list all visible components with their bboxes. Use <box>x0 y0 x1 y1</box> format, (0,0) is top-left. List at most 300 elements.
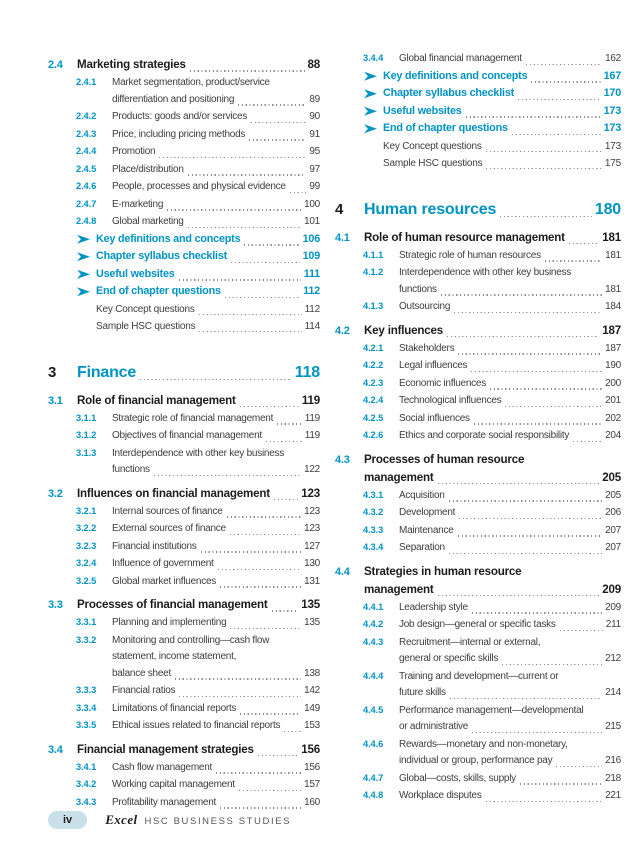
entry-last-line <box>399 411 621 428</box>
toc-column-right <box>335 50 621 854</box>
entry-body <box>96 283 320 301</box>
entry-title: Chapter syllabus checklist <box>383 87 515 99</box>
brand-series-title: HSC BUSINESS STUDIES <box>144 816 292 827</box>
toc-entry <box>77 266 320 284</box>
entry-body <box>112 446 320 479</box>
page-number: 205 <box>605 489 621 501</box>
entry-title: Useful websites <box>96 267 175 280</box>
entry-last-line <box>112 760 320 777</box>
entry-title: Stakeholders <box>399 342 455 354</box>
entry-last-line <box>112 462 320 479</box>
toc-entry <box>77 231 320 249</box>
book-brand <box>105 812 291 828</box>
entry-last-line <box>399 248 621 265</box>
entry-last-line <box>112 574 320 591</box>
entry-last-line <box>77 485 320 503</box>
entry-last-line <box>96 301 320 318</box>
dot-leader <box>471 371 602 372</box>
entry-body <box>383 103 621 121</box>
entry-body <box>96 318 320 335</box>
entry-title: Sample HSC questions <box>96 320 196 332</box>
arrow-bullet-icon <box>77 235 90 244</box>
page-number: 89 <box>309 93 320 105</box>
toc-entry <box>76 555 320 573</box>
toc-entry <box>76 614 320 632</box>
entry-last-line <box>77 741 320 759</box>
entry-number: 2.4 <box>48 59 63 71</box>
page-number: 221 <box>605 790 621 801</box>
toc-entry <box>76 161 320 179</box>
entry-body <box>112 214 320 231</box>
dot-leader <box>441 294 602 295</box>
entry-title: Limitations of financial reports <box>112 702 237 714</box>
entry-title: or administrative <box>399 721 469 732</box>
entry-title: Global marketing <box>112 216 184 227</box>
dot-leader <box>240 713 301 714</box>
entry-title: External sources of finance <box>112 523 226 534</box>
toc-entry <box>363 50 621 68</box>
dot-leader <box>266 441 302 442</box>
entry-last-line <box>112 718 320 735</box>
toc-entry <box>363 736 621 770</box>
toc-entry <box>76 794 320 812</box>
toc-entry <box>335 229 621 247</box>
entry-body <box>364 563 621 599</box>
entry-title: Separation <box>399 542 445 553</box>
dot-leader <box>216 772 301 773</box>
entry-last-line <box>399 600 621 617</box>
toc-entry <box>76 573 320 591</box>
entry-last-line <box>364 581 621 599</box>
entry-body <box>112 718 320 735</box>
entry-title: Technological influences <box>399 395 502 406</box>
dot-leader <box>274 499 298 500</box>
page-number: 123 <box>304 505 320 517</box>
toc-entry <box>48 361 320 384</box>
toc-entry <box>48 392 320 410</box>
page-number: 112 <box>303 285 320 297</box>
entry-title: Internal sources of finance <box>112 505 223 517</box>
entry-title: Global financial management <box>399 53 522 64</box>
dot-leader <box>230 628 301 629</box>
page-number: 95 <box>309 146 320 157</box>
folio-page-number: iv <box>63 814 73 826</box>
entry-body <box>112 701 320 718</box>
page-number: 187 <box>602 323 621 337</box>
entry-title: E-marketing <box>112 198 164 210</box>
page-number: 207 <box>605 524 621 536</box>
page-number: 123 <box>304 523 320 534</box>
entry-title: Key definitions and concepts <box>383 69 528 82</box>
dot-leader <box>154 475 301 476</box>
entry-last-line <box>96 266 320 284</box>
entry-body <box>364 229 621 247</box>
arrow-bullet-icon <box>364 72 377 81</box>
entry-last-line <box>112 777 320 794</box>
entry-body <box>112 521 320 538</box>
toc-entry <box>363 522 621 540</box>
entry-body <box>383 120 621 138</box>
page-number: 209 <box>605 601 621 613</box>
entry-body <box>399 248 621 265</box>
toc-entry <box>363 410 621 428</box>
entry-last-line <box>112 556 320 573</box>
entry-last-line <box>364 229 621 247</box>
entry-body <box>383 138 621 155</box>
page-number: 119 <box>304 412 320 424</box>
page-number: 173 <box>603 104 621 117</box>
entry-last-line <box>399 771 621 788</box>
entry-last-line <box>399 428 621 445</box>
entry-body <box>112 162 320 179</box>
dot-leader <box>220 586 301 587</box>
entry-title: differentiation and positioning <box>112 93 235 105</box>
dot-leader <box>531 81 600 82</box>
toc-entry <box>335 451 621 487</box>
dot-leader <box>284 731 301 732</box>
entry-title: Workplace disputes <box>399 790 482 801</box>
dot-leader <box>438 595 600 596</box>
dot-leader <box>201 551 302 552</box>
page-number: 202 <box>605 412 621 424</box>
entry-last-line <box>399 753 621 770</box>
entry-body <box>399 771 621 788</box>
page-number: 127 <box>304 540 320 552</box>
entry-title: functions <box>112 464 150 475</box>
entry-title: Marketing strategies <box>77 58 186 71</box>
page-number: 214 <box>605 687 621 698</box>
entry-title-line: Recruitment—internal or external, <box>399 636 541 648</box>
entry-number: 3.2.5 <box>76 575 97 586</box>
entry-body <box>112 109 320 126</box>
entry-title: Role of human resource management <box>364 230 565 244</box>
arrow-bullet-icon <box>77 252 90 261</box>
page-number: 97 <box>309 163 320 175</box>
toc-entry <box>76 143 320 161</box>
entry-last-line <box>112 92 320 109</box>
entry-number: 3.1.1 <box>76 412 97 423</box>
dot-leader <box>450 698 602 699</box>
page-number: 215 <box>605 721 621 732</box>
dot-leader <box>502 664 602 665</box>
entry-number: 2.4.8 <box>76 216 97 226</box>
toc-entry <box>363 264 621 298</box>
entry-body <box>399 523 621 540</box>
dot-leader <box>218 569 302 570</box>
entry-body <box>399 411 621 428</box>
entry-number: 2.4.5 <box>76 163 97 174</box>
entry-number: 4.4.4 <box>363 670 384 681</box>
entry-last-line <box>399 299 621 316</box>
entry-last-line <box>112 683 320 700</box>
toc-entry <box>335 198 621 221</box>
toc-entry <box>76 213 320 231</box>
page-number: 114 <box>304 320 320 332</box>
page-number: 200 <box>605 377 621 389</box>
entry-title-line: Training and development—current or <box>399 670 559 682</box>
entry-body <box>399 703 621 736</box>
dot-leader <box>179 696 301 697</box>
entry-number: 4.2 <box>335 324 350 337</box>
entry-last-line <box>383 68 621 86</box>
page-number: 157 <box>304 779 320 790</box>
page-number: 88 <box>307 58 320 71</box>
entry-body <box>112 127 320 144</box>
dot-leader <box>167 209 301 210</box>
toc-entry <box>363 298 621 316</box>
toc-entry <box>364 103 621 121</box>
page-number: 119 <box>301 393 320 407</box>
toc-entry <box>96 318 320 335</box>
entry-number: 2.4.4 <box>76 146 97 156</box>
entry-body <box>399 669 621 702</box>
entry-number: 4 <box>335 200 344 218</box>
toc-entry <box>335 322 621 340</box>
entry-number: 3.4.1 <box>76 761 97 772</box>
entry-title-line: Strategies in human resource <box>364 564 522 578</box>
folio-page-number-badge <box>48 811 87 829</box>
page-number: 109 <box>302 250 320 262</box>
arrow-bullet-icon <box>364 124 377 133</box>
entry-last-line <box>399 719 621 736</box>
entry-number: 2.4.6 <box>76 181 97 191</box>
entry-body <box>112 574 320 591</box>
toc-entry <box>77 248 320 266</box>
entry-title: Development <box>399 507 456 518</box>
dot-leader <box>472 732 602 733</box>
entry-number: 4.2.2 <box>363 360 384 370</box>
entry-last-line <box>399 651 621 668</box>
page-number: 218 <box>605 772 621 784</box>
entry-title: individual or group, performance pay <box>399 755 553 766</box>
entry-last-line <box>112 795 320 812</box>
entry-last-line <box>383 138 621 155</box>
entry-title: Legal influences <box>399 360 468 371</box>
entry-last-line <box>112 162 320 179</box>
entry-last-line <box>96 248 320 266</box>
entry-number: 3.4 <box>48 743 63 756</box>
dot-leader <box>258 755 298 756</box>
entry-title-line: Interdependence with other key business <box>399 267 572 278</box>
entry-number: 4.4 <box>335 565 350 578</box>
entry-body <box>399 635 621 668</box>
entry-number: 4.4.1 <box>363 601 384 612</box>
page-number: 173 <box>604 140 621 152</box>
arrow-bullet-icon <box>77 287 90 296</box>
dot-leader <box>159 157 306 158</box>
dot-leader <box>466 116 601 117</box>
toc-entry <box>76 74 320 108</box>
entry-body <box>399 299 621 316</box>
page-number: 170 <box>603 87 621 99</box>
entry-title: Influence of government <box>112 558 214 569</box>
toc-entry <box>76 410 320 428</box>
entry-number: 2.4.7 <box>76 198 97 209</box>
entry-body <box>383 155 621 172</box>
entry-title: Financial institutions <box>112 540 197 552</box>
entry-last-line <box>77 56 320 74</box>
dot-leader <box>569 243 599 244</box>
dot-leader <box>227 516 302 517</box>
toc-entry <box>76 759 320 777</box>
page-number: 209 <box>602 582 621 596</box>
page-number: 187 <box>605 342 621 354</box>
entry-body <box>77 56 320 74</box>
page-number: 156 <box>301 742 320 756</box>
entry-number: 3.3.1 <box>76 617 97 627</box>
dot-leader <box>179 279 301 280</box>
entry-title-line: Processes of human resource <box>364 452 525 466</box>
entry-title: Global market influences <box>112 575 217 587</box>
dot-leader <box>220 807 301 808</box>
entry-body <box>112 504 320 521</box>
entry-number: 4.2.1 <box>363 342 384 353</box>
entry-body <box>399 341 621 358</box>
entry-number: 4.2.3 <box>363 377 384 388</box>
entry-last-line <box>112 615 320 632</box>
dot-leader <box>251 122 306 123</box>
entry-number: 3.4.2 <box>76 779 97 789</box>
entry-body <box>399 428 621 445</box>
page-number: 119 <box>304 430 320 441</box>
page-number: 162 <box>605 53 621 64</box>
entry-title: Influences on financial management <box>77 486 270 500</box>
brand-excel-logo-text: Excel <box>105 812 138 827</box>
entry-last-line <box>399 488 621 505</box>
page-number: 131 <box>304 575 320 587</box>
page-number: 138 <box>304 667 320 679</box>
dot-leader <box>240 406 299 407</box>
arrow-bullet-icon <box>364 89 377 98</box>
entry-title: Processes of financial management <box>77 598 268 611</box>
entry-body <box>399 600 621 617</box>
page-number: 207 <box>605 542 621 553</box>
entry-last-line <box>399 617 621 634</box>
entry-last-line <box>96 231 320 249</box>
entry-last-line <box>399 788 621 805</box>
entry-body <box>399 358 621 375</box>
entry-last-line <box>112 539 320 556</box>
entry-body <box>112 760 320 777</box>
dot-leader <box>474 423 602 424</box>
dot-leader <box>490 388 602 389</box>
entry-last-line <box>399 358 621 375</box>
entry-number: 4.1 <box>335 231 350 244</box>
page-number: 212 <box>605 653 621 664</box>
dot-leader <box>486 151 602 152</box>
entry-title: Role of financial management <box>77 393 236 407</box>
entry-title: Financial ratios <box>112 685 176 696</box>
toc-entry <box>363 247 621 265</box>
toc-entry <box>48 596 320 614</box>
dot-leader <box>556 766 602 767</box>
entry-number: 4.3.4 <box>363 542 384 552</box>
arrow-bullet-icon <box>364 107 377 116</box>
entry-last-line <box>112 666 320 683</box>
page-footer <box>48 811 291 829</box>
entry-number: 3.2.4 <box>76 558 97 568</box>
dot-leader <box>526 64 602 65</box>
entry-last-line <box>112 109 320 126</box>
toc-entry <box>363 634 621 668</box>
entry-last-line <box>399 376 621 393</box>
page-number: 149 <box>304 702 320 714</box>
page-number: 130 <box>304 558 320 569</box>
toc-entry <box>363 427 621 445</box>
entry-number: 2.4.2 <box>76 111 97 121</box>
entry-title: Ethics and corporate social responsibility <box>399 430 570 441</box>
dot-leader <box>459 518 602 519</box>
toc-entry <box>76 503 320 521</box>
toc-entry <box>76 682 320 700</box>
entry-title: Strategic role of human resources <box>399 249 541 261</box>
page-number: 123 <box>301 486 320 500</box>
toc-column-left <box>48 50 320 854</box>
entry-title: Acquisition <box>399 489 445 501</box>
dot-leader <box>290 192 307 193</box>
entry-title: Useful websites <box>383 104 462 117</box>
entry-last-line <box>399 505 621 522</box>
entry-last-line <box>383 120 621 138</box>
dot-leader <box>175 678 301 679</box>
toc-entry <box>363 599 621 617</box>
entry-last-line <box>77 392 320 410</box>
toc-entry <box>76 632 320 683</box>
entry-body <box>77 485 320 503</box>
toc-entry <box>48 56 320 74</box>
entry-body <box>399 737 621 770</box>
page-number: 91 <box>309 128 320 140</box>
dot-leader <box>500 216 592 217</box>
entry-title-line: Interdependence with other key business <box>112 447 285 459</box>
toc-entry <box>76 520 320 538</box>
entry-body <box>96 231 320 249</box>
entry-last-line <box>399 282 621 299</box>
entry-title: Key definitions and concepts <box>96 232 241 245</box>
toc-entry <box>77 283 320 301</box>
entry-body <box>399 265 621 298</box>
entry-body <box>112 556 320 573</box>
toc-entry <box>363 702 621 736</box>
page-number: 184 <box>605 301 621 312</box>
entry-last-line <box>112 411 320 428</box>
dot-leader <box>249 139 306 140</box>
entry-body <box>399 617 621 634</box>
entry-number: 3.4.4 <box>363 53 384 63</box>
toc-entry <box>363 392 621 410</box>
entry-title: People, processes and physical evidence <box>112 181 286 192</box>
entry-title: future skills <box>399 687 446 698</box>
page-number: 180 <box>594 200 621 218</box>
entry-title: Maintenance <box>399 524 454 536</box>
dot-leader <box>199 314 302 315</box>
entry-number: 4.4.3 <box>363 636 384 647</box>
dot-leader <box>520 783 602 784</box>
dot-leader <box>231 262 300 263</box>
entry-number: 4.1.3 <box>363 301 384 311</box>
entry-number: 3.1.2 <box>76 430 97 440</box>
dot-leader <box>486 168 602 169</box>
entry-title-line: Market segmentation, product/service <box>112 77 270 88</box>
toc-entry <box>48 741 320 759</box>
entry-body <box>399 540 621 557</box>
entry-number: 3.3.5 <box>76 720 97 730</box>
entry-title: Sample HSC questions <box>383 157 483 169</box>
entry-title-line: Monitoring and controlling—cash flow <box>112 634 270 646</box>
page-number: 118 <box>294 363 320 381</box>
page-number: 205 <box>602 470 621 484</box>
dot-leader <box>277 423 302 424</box>
